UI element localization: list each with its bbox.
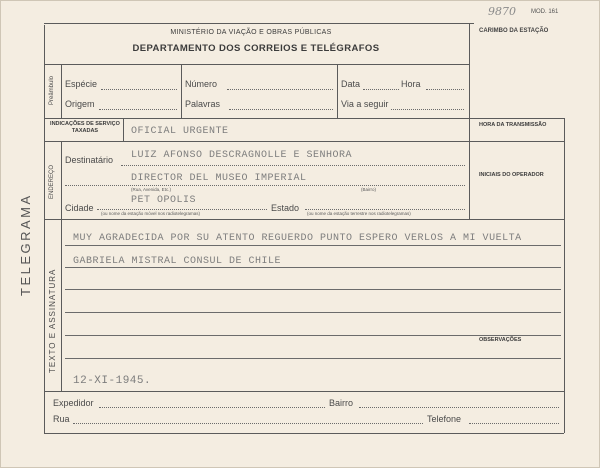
preamble-top <box>44 64 469 65</box>
body-section-label: TEXTO E ASSINATURA <box>48 268 57 373</box>
frame-right <box>564 118 565 433</box>
expedidor-label: Expedidor <box>53 398 94 408</box>
numero-label: Número <box>185 79 218 89</box>
expedidor-field <box>99 407 325 408</box>
body-line-1: MUY AGRADECIDA POR SU ATENTO REGUERDO PUNTO ESPERO VERLOS A MI VUELTA <box>73 233 522 244</box>
service-label: INDICAÇÕES DE SERVIÇO TAXADAS <box>50 121 120 134</box>
address-line2-value: DIRECTOR DEL MUSEO IMPERIAL <box>131 173 307 184</box>
hora-label: Hora <box>401 79 421 89</box>
ruled-line-2 <box>65 267 561 268</box>
via-label: Via a seguir <box>341 99 389 109</box>
origem-field <box>99 109 177 110</box>
data-field <box>363 89 399 90</box>
bairro-label: Bairro <box>329 398 354 408</box>
cidade-caption: (ou nome da estação móvel nos radiotelegramas) <box>101 211 201 216</box>
body-top <box>44 219 564 220</box>
numero-field <box>227 89 333 90</box>
destinatario-value: LUIZ AFONSO DESCRAGNOLLE E SENHORA <box>131 150 353 161</box>
date-value: 12-XI-1945. <box>73 375 152 387</box>
via-field <box>391 109 464 110</box>
ruled-line-6 <box>65 358 561 359</box>
right-column-divider <box>469 118 470 219</box>
address-section-label: ENDEREÇO <box>49 164 55 199</box>
palavras-label: Palavras <box>185 99 221 109</box>
frame-top <box>44 23 474 24</box>
station-stamp-label: CARIMBO DA ESTAÇÃO <box>479 28 549 34</box>
especie-field <box>101 89 177 90</box>
body-bottom <box>44 391 564 392</box>
ministry-line: MINISTÉRIO DA VIAÇÃO E OBRAS PÚBLICAS <box>170 29 332 36</box>
preamble-side-divider <box>61 64 62 118</box>
rua-caption: (Rua, Avenida, Etc.) <box>131 187 171 192</box>
preamble-section-label: Preâmbulo <box>49 75 55 105</box>
estado-field <box>305 209 465 210</box>
ruled-line-5 <box>65 335 561 336</box>
ruled-line-1 <box>65 245 561 246</box>
service-top <box>44 118 564 119</box>
ruled-line-3 <box>65 289 561 290</box>
ruled-line-4 <box>65 312 561 313</box>
department-title: DEPARTAMENTO DOS CORREIOS E TELÉGRAFOS <box>132 43 380 54</box>
address-top <box>44 141 564 142</box>
destinatario-label: Destinatário <box>65 155 114 165</box>
estado-caption: (ou nome da estação terrestre nos radiotelegramas) <box>307 211 411 216</box>
bairro-field <box>359 407 559 408</box>
observacoes-label: OBSERVAÇÕES <box>479 337 522 343</box>
service-divider <box>123 118 124 141</box>
service-value: OFICIAL URGENTE <box>131 126 229 137</box>
preamble-divider-2 <box>337 64 338 118</box>
side-title: TELEGRAMA <box>18 193 33 296</box>
body-side-divider <box>61 219 62 391</box>
body-line-2: GABRIELA MISTRAL CONSUL DE CHILE <box>73 256 282 267</box>
destinatario-field <box>121 165 465 166</box>
iniciais-operador-label: INICIAIS DO OPERADOR <box>479 172 544 178</box>
cidade-label: Cidade <box>65 203 94 213</box>
cidade-field <box>97 209 267 210</box>
rua-field <box>73 423 423 424</box>
telefone-label: Telefone <box>427 414 462 424</box>
hora-field <box>426 89 464 90</box>
address-side-divider <box>61 141 62 219</box>
address-line2-field <box>65 185 465 186</box>
bairro-caption: (Bairro) <box>361 187 377 192</box>
telefone-field <box>469 423 559 424</box>
frame-right-upper <box>469 23 470 119</box>
handwritten-number: 9870 <box>488 5 516 18</box>
origem-label: Origem <box>65 99 95 109</box>
frame-bottom <box>44 433 564 434</box>
especie-label: Espécie <box>65 79 98 89</box>
cidade-value: PET OPOLIS <box>131 195 197 206</box>
data-label: Data <box>341 79 361 89</box>
rua-label: Rua <box>53 414 70 424</box>
estado-label: Estado <box>271 203 300 213</box>
frame-left <box>44 25 45 433</box>
preamble-divider-1 <box>181 64 182 118</box>
model-number: MOD. 161 <box>531 9 559 15</box>
hora-transmissao-label: HORA DA TRANSMISSÃO <box>479 122 547 128</box>
palavras-field <box>229 109 333 110</box>
